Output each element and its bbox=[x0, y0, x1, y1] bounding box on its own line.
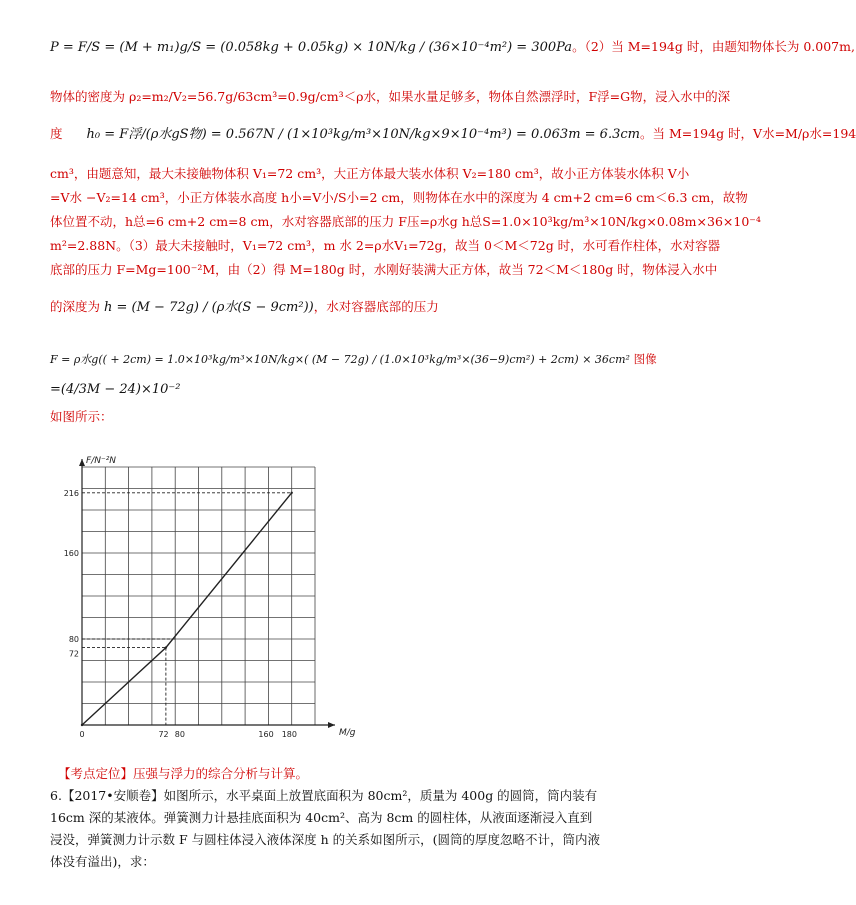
chart-series bbox=[81, 492, 293, 727]
line-1-tail: 。（2）当 M=194g 时，由题知物体长为 0.007m, bbox=[572, 39, 855, 54]
line-10-tail: 图像 bbox=[633, 352, 657, 366]
question-source: 【2017•安顺卷】 bbox=[61, 788, 164, 803]
chart-grid bbox=[82, 467, 315, 725]
y-tick-label: 72 bbox=[68, 649, 79, 659]
chart-axes bbox=[79, 459, 335, 728]
line-3-tail: 。当 M=194g 时，V水=M/ρ水=194 bbox=[639, 126, 856, 141]
solution-line-4: cm³，由题意知，最大未接触物体积 V₁=72 cm³，大正方体最大装水体积 V₂=180 cm³，故小正方体装水体积 V小 bbox=[50, 166, 690, 181]
exam-point-note: 【考点定位】压强与浮力的综合分析与计算。 bbox=[58, 766, 309, 781]
solution-line-5: =V水 −V₂=14 cm³，小正方体装水高度 h小=V小/S小=2 cm，则物体在水中的深度为 4 cm+2 cm=6 cm＜6.3 cm，故物 bbox=[50, 190, 748, 205]
solution-line-10 bbox=[50, 350, 657, 369]
solution-line-7: m²=2.88N。（3）最大未接触时，V₁=72 cm³，m 水 2=ρ水V₁=72g，故当 0＜M＜72g 时，水可看作柱体，水对容器 bbox=[50, 238, 721, 253]
depth-formula: h₀ = F浮/(ρ水gS物) = 0.567N / (1×10³kg/m³×10N/kg×9×10⁻⁴m³) = 0.063m = 6.3cm bbox=[86, 127, 640, 142]
question-text: 如图所示，水平桌面上放置底面积为 80cm²，质量为 400g 的圆筒，筒内装有 16cm 深的某液体。弹簧测力计悬挂底面积为 40cm²、高为 8cm 的圆柱体，从液面逐渐浸入直到浸没，弹簧测力计示数 F 与圆柱体浸入液体深度 h 的关系如图所示，(圆筒的厚度忽略不计，筒内液体没有溢出)，求： bbox=[50, 788, 600, 869]
y-tick-label: 80 bbox=[68, 635, 79, 644]
x-tick-label: 72 bbox=[158, 730, 169, 739]
y-tick-label: 216 bbox=[63, 488, 79, 498]
line-9-tail: ，水对容器底部的压力 bbox=[313, 299, 439, 314]
series-point bbox=[291, 492, 293, 494]
figure-caption: 如图所示： bbox=[50, 409, 113, 424]
solution-line-1 bbox=[50, 38, 855, 57]
solution-line-6: 体位置不动，h总=6 cm+2 cm=8 cm，水对容器底部的压力 F压=ρ水g h总S=1.0×10³kg/m³×10N/kg×0.08m×36×10⁻⁴ bbox=[50, 214, 761, 229]
x-tick-label: 0 bbox=[79, 730, 85, 739]
solution-line-3 bbox=[50, 125, 856, 144]
x-tick-label: 80 bbox=[174, 730, 185, 739]
question-6 bbox=[50, 785, 602, 873]
solution-line-8: 底部的压力 F=Mg=100⁻²M，由（2）得 M=180g 时，水刚好装满大正方体，故当 72＜M＜180g 时，物体浸入水中 bbox=[50, 262, 718, 277]
question-number: 6. bbox=[50, 788, 62, 803]
x-tick-label: 160 bbox=[258, 730, 274, 739]
pressure-formula: P = F/S = (M + m₁)g/S = (0.058kg + 0.05kg) × 10N/kg / (36×10⁻⁴m²) = 300Pa bbox=[50, 40, 573, 55]
x-axis-arrow bbox=[328, 722, 335, 728]
solution-line-9 bbox=[50, 298, 600, 317]
y-tick-label: 160 bbox=[63, 549, 79, 558]
y-axis-label: F/N⁻²N bbox=[86, 456, 117, 466]
force-result-formula: =(4/3M − 24)×10⁻² bbox=[50, 382, 181, 397]
immersion-depth-formula: h = (M − 72g) / (ρ水(S − 9cm²)) bbox=[104, 300, 314, 315]
solution-line-11 bbox=[50, 380, 600, 399]
series-point bbox=[81, 724, 83, 726]
force-formula: F = ρ水g(( + 2cm) = 1.0×10³kg/m³×10N/kg×( (M − 72g) / (1.0×10³kg/m³×(36−9)cm²) + 2cm) × 36cm² bbox=[50, 353, 630, 366]
line-9-prefix: 的深度为 bbox=[50, 299, 101, 314]
force-mass-chart bbox=[60, 455, 360, 755]
solution-line-2: 物体的密度为 ρ₂=m₂/V₂=56.7g/63cm³=0.9g/cm³＜ρ水，如果水量足够多，物体自然漂浮时，F浮=G物，浸入水中的深 bbox=[50, 89, 731, 104]
chart-labels bbox=[64, 456, 356, 739]
y-axis-arrow bbox=[79, 459, 85, 466]
line-3-prefix: 度 bbox=[50, 126, 63, 141]
series-line bbox=[82, 493, 292, 725]
x-axis-label: M/g bbox=[339, 728, 356, 738]
x-tick-label: 180 bbox=[281, 730, 298, 739]
